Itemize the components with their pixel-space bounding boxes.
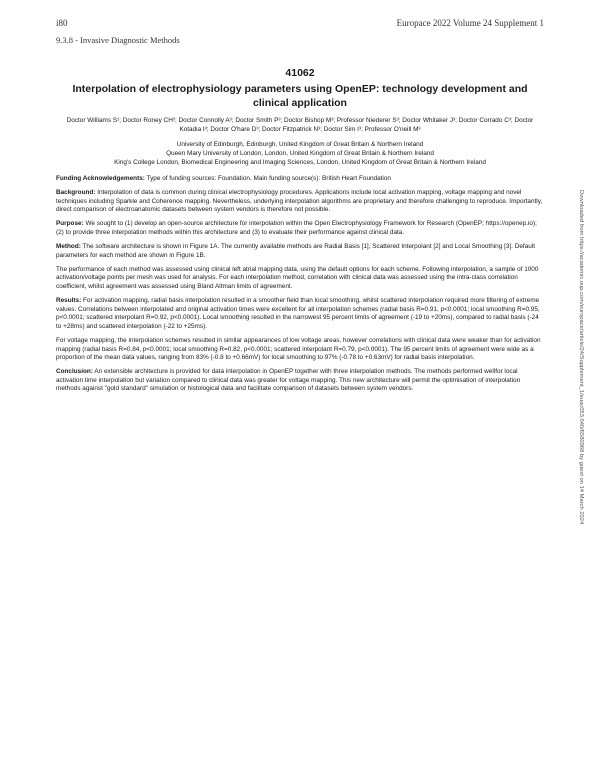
- method-paragraph-2: [56, 266, 544, 292]
- method-paragraph: [56, 243, 544, 260]
- abstract-title: Interpolation of electrophysiology parameters using OpenEP: technology development and clinical application: [72, 83, 528, 109]
- affiliation-list: [56, 140, 544, 167]
- method-text: The software architecture is shown in Figure 1A. The currently available methods are Radial Basis [1], Scattered Interpolant [2] and Local Smoothing [3]. Default parameters for each method are shown in Figure 1B.: [56, 243, 535, 259]
- results-text-2: For voltage mapping, the interpolation schemes resulted in similar appearances of low voltage areas, however correlations with clinical data were weaker than for activation mapping (radial basis R=0.84, p<0.0001; local smoothing R=0.82, p<0.0001; scattered interpolant R=0.79, p<0.0001). The 95 percent limits of agreement were wide as a proportion of the mean data values, ranging from 83% (-0.8 to +0.66mV) for local smoothing to 97% (-0.78 to +0.63mV) for radial basis interpolation.: [56, 336, 541, 362]
- conclusion-paragraph: [56, 368, 544, 394]
- results-label: Results:: [56, 297, 82, 305]
- section-label: 9.3.8 - Invasive Diagnostic Methods: [56, 35, 180, 45]
- affiliation-3: King's College London, Biomedical Engineering and Imaging Sciences, London, United Kingdom of Great Britain & Northern Ireland: [114, 159, 486, 166]
- results-text: For activation mapping, radial basis interpolation resulted in a smoother field than local smoothing, whilst scattered interpolation required more filtering of extreme values. Correlations between interpolated and original activation times were excellent for all interpolation schemes (radial basis R=0.91, p<0.0001; local smoothing R=0.95, p<0.0001; scattered interpolant R=0.92, p<0.0001). Local smoothing resulted in the narrowest 95 percent limits of agreement (-19 to +20ms), compared to radial basis (-24 to +28ms) and scattered interpolation (-22 to +25ms).: [56, 297, 540, 330]
- conclusion-label: Conclusion:: [56, 368, 93, 376]
- results-paragraph-2: [56, 337, 544, 363]
- background-label: Background:: [56, 189, 96, 197]
- conclusion-text: An extensible architecture is provided for data interpolation in OpenEP together with three interpolation methods. The methods performed wellfor local activation time interpolation but variation compared to clinical data was greater for voltage mapping. This new architecture will permit the optimisation of interpolation methods against "gold standard" simulation or histological data and facilitate comparison of datasets between system vendors.: [56, 368, 521, 393]
- method-text-2: The performance of each method was assessed using clinical left atrial mapping data, using the default options for each scheme. Following interpolation, a sample of 1000 activation/voltage points per mesh was used for analysis. For each interpolation method, correlation with clinical data was assessed using the intra-class correlation coefficient, whilst agreement was assessed using Bland Altman limits of agreement.: [56, 265, 539, 290]
- download-watermark-text: Downloaded from https://academic.oup.com/europace/article/24/Supplement_1/euac053.040/6580968 by guest on 14 March 2024: [578, 190, 584, 525]
- background-paragraph: [56, 189, 544, 215]
- purpose-paragraph: [56, 220, 544, 237]
- abstract-id: 41062: [285, 67, 315, 79]
- page-number: i80: [56, 18, 68, 28]
- author-list: Doctor Williams S¹; Doctor Roney CH²; Doctor Connolly A³; Doctor Smith P³; Doctor Bishop M³; Professor Niederer S³; Doctor Whitaker J³; Doctor Corrado C³; Doctor Kotadia I³; Doctor O'hare D³; Doctor Fitzpatrick N³; Doctor Sim I³; Professor O'neill M³: [66, 117, 534, 133]
- purpose-label: Purpose:: [56, 220, 84, 228]
- funding-label: Funding Acknowledgements:: [56, 175, 145, 182]
- download-watermark: [576, 190, 586, 710]
- funding-paragraph: [56, 175, 544, 184]
- background-text: Interpolation of data is common during clinical electrophysiology procedures. Applications include local activation mapping, voltage mapping and novel techniques including Sparkle and Coherence mapping. Nevertheless, underlying interpolation algorithms are proprietary and therefore challenging to reproduce. Importantly, direct comparison of electroanatomic datasets between system vendors is therefore not possible.: [56, 189, 543, 214]
- method-label: Method:: [56, 243, 81, 251]
- purpose-text: We sought to (1) develop an open-source architecture for interpolation within the Open Electrophysiology Framework for Research (OpenEP; https://openep.io); (2) to provide three interpolation methods within this architecture and (3) to evaluate their performance against clinical data.: [56, 220, 537, 236]
- abstract-body: [56, 67, 544, 399]
- results-paragraph: [56, 297, 544, 331]
- affiliation-1: University of Edinburgh, Edinburgh, United Kingdom of Great Britain & Northern Ireland: [176, 141, 424, 148]
- affiliation-2: Queen Mary University of London, London, United Kingdom of Great Britain & Northern Ireland: [166, 150, 434, 157]
- journal-title: Europace 2022 Volume 24 Supplement 1: [396, 18, 544, 28]
- funding-text: Type of funding sources: Foundation. Main funding source(s): British Heart Foundation: [146, 175, 391, 182]
